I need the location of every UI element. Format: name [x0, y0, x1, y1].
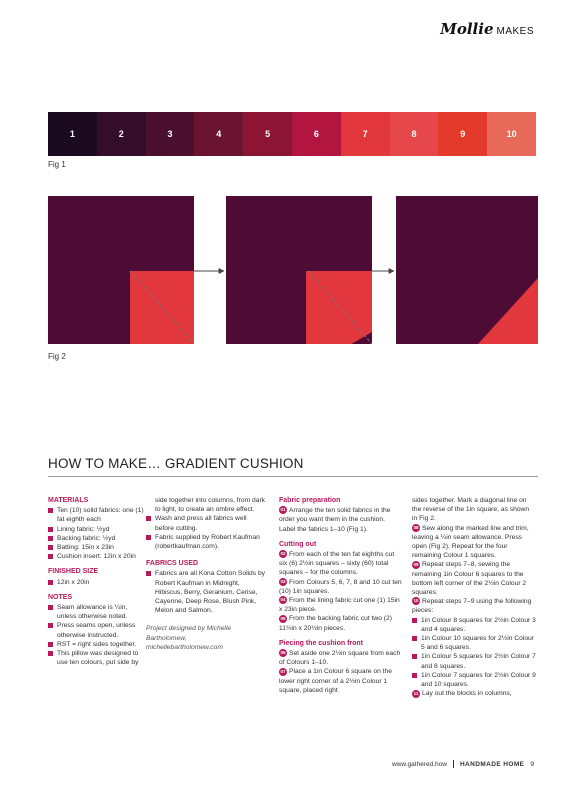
fabrics-heading: FABRICS USED [146, 560, 199, 568]
step-number: 10 [413, 598, 419, 604]
step-text: From each of the ten fat eighths cut six (6) 2½in squares – sixty (60) total squares – for the columns. [279, 551, 395, 577]
fig2-step3 [396, 196, 538, 344]
step-number: 04 [280, 597, 286, 603]
step-text: Repeat steps 7–9 using the following pieces: [412, 598, 532, 615]
swatch-7: 7 [341, 112, 390, 156]
list-item: 12in x 20in [48, 578, 144, 587]
step [279, 649, 403, 667]
step-text: From the backing fabric cut two (2) 11½in x 20½in pieces. [279, 615, 392, 632]
footer-publication: HANDMADE HOME [459, 760, 525, 768]
list-item: Press seams open, unless otherwise instructed. [48, 621, 144, 639]
step-text: Set aside one 2½in square from each of Colours 1–10. [279, 650, 401, 667]
swatch-10: 10 [487, 112, 536, 156]
list-item: This pillow was designed to use ten colours, put side by [48, 649, 144, 667]
step [412, 597, 536, 615]
list-item: Fabric supplied by Robert Kaufman (robertkaufman.com). [146, 533, 266, 551]
finished-size-heading: FINISHED SIZE [48, 568, 99, 576]
step [412, 560, 536, 597]
step [279, 614, 403, 632]
footer-separator [453, 760, 454, 768]
list-item: Ten (10) solid fabrics: one (1) fat eighth each [48, 506, 144, 524]
footer-site: www.gathered.how [392, 760, 447, 768]
step-text: Repeat steps 7–8, sewing the remaining 1in Colour 6 squares to the bottom left corner of the 2½in Colour 2 squares. [412, 561, 527, 597]
step-number: 07 [280, 668, 286, 674]
list-item: Fabrics are all Kona Cotton Solids by Robert Kaufman in Midnight, Hibiscus, Berry, Geranium, Cerise, Cayenne, Deep Rose, Blush Pink, Melon and Salmon. [146, 569, 266, 615]
credit-line: michellebartholomew.com [146, 643, 223, 651]
column-4 [412, 496, 536, 698]
step-number: 09 [413, 561, 419, 567]
credit-line: Project designed by Michelle Bartholomew, [146, 625, 232, 642]
step-number: 02 [280, 551, 286, 557]
list-item: Lining fabric: ½yd [48, 525, 144, 534]
step [279, 596, 403, 614]
fig2-caption: Fig 2 [48, 352, 66, 361]
list-item: 1in Colour 5 squares for 2½in Colour 7 and 8 squares. [412, 652, 536, 670]
logo-word: MAKES [496, 26, 534, 37]
step-text: From Colours 5, 6, 7, 8 and 10 cut ten (10) 1in squares. [279, 578, 402, 595]
list-item: Cushion insert: 12in x 20in [48, 552, 144, 561]
column-3 [279, 496, 403, 695]
swatch-9: 9 [438, 112, 487, 156]
step-text: Arrange the ten solid fabrics in the order you want them in the cushion. Label the fabrics 1–10 (Fig 1). [279, 507, 391, 533]
step-number: 06 [280, 650, 286, 656]
step-number: 11 [413, 690, 419, 696]
step-text: Lay out the blocks in columns, [422, 690, 512, 698]
page-number: 9 [530, 760, 534, 768]
column-1 [48, 496, 144, 667]
step [279, 667, 403, 695]
masthead-logo [440, 20, 534, 38]
swatch-8: 8 [390, 112, 439, 156]
designer-credit [146, 624, 266, 652]
step [279, 578, 403, 596]
list-item: 1in Colour 8 squares for 2½in Colour 3 and 4 squares. [412, 616, 536, 634]
step-number: 05 [280, 615, 286, 621]
step [412, 689, 536, 698]
step-text: Sew along the marked line and trim, leaving a ¼in seam allowance. Press open (Fig 2). Repeat for the four remaining Colour 1 squares. [412, 524, 529, 560]
swatch-2: 2 [97, 112, 146, 156]
list-item: Wash and press all fabrics well before cutting. [146, 514, 266, 532]
swatch-5: 5 [243, 112, 292, 156]
cut-heading: Cutting out [279, 540, 317, 548]
step-number: 08 [413, 524, 419, 530]
step-number: 03 [280, 578, 286, 584]
swatch-1: 1 [48, 112, 97, 156]
list-item: 1in Colour 10 squares for 2½in Colour 5 and 6 squares. [412, 634, 536, 652]
prep-heading: Fabric preparation [279, 497, 341, 504]
step [279, 550, 403, 578]
list-item: Batting: 15in x 23in [48, 543, 144, 552]
fig2-step2 [226, 196, 372, 344]
page-footer [392, 760, 534, 768]
divider [48, 476, 538, 477]
logo-script: Mollie [440, 20, 494, 38]
step-number: 01 [280, 507, 286, 513]
column-2 [146, 496, 266, 652]
step [412, 524, 536, 561]
fig2-step1 [48, 196, 194, 344]
list-item: Backing fabric: ½yd [48, 534, 144, 543]
step [279, 506, 403, 534]
list-item: 1in Colour 7 squares for 2½in Colour 9 and 10 squares. [412, 671, 536, 689]
swatch-4: 4 [194, 112, 243, 156]
fig1-caption: Fig 1 [48, 160, 66, 169]
fig2-diagram [48, 196, 538, 344]
section-title: HOW TO MAKE… GRADIENT CUSHION [48, 456, 304, 471]
step-continuation: sides together. Mark a diagonal line on the reverse of the 1in square, as shown in Fig 2. [412, 497, 530, 523]
list-item: RST = right sides together. [48, 640, 144, 649]
materials-heading: MATERIALS [48, 497, 89, 504]
notes-heading: NOTES [48, 593, 73, 601]
swatch-3: 3 [146, 112, 195, 156]
piece-heading: Piecing the cushion front [279, 639, 364, 647]
notes-continuation: side together into columns, from dark to light, to create an ombre effect. [155, 497, 266, 514]
swatch-6: 6 [292, 112, 341, 156]
step-text: From the lining fabric cut one (1) 15in x 23in piece. [279, 597, 400, 614]
fig1-swatch-strip [48, 112, 536, 156]
step-text: Place a 1in Colour 6 square on the lower right corner of a 2½in Colour 1 square, placed right [279, 668, 392, 694]
list-item: Seam allowance is ¼in, unless otherwise noted. [48, 603, 144, 621]
